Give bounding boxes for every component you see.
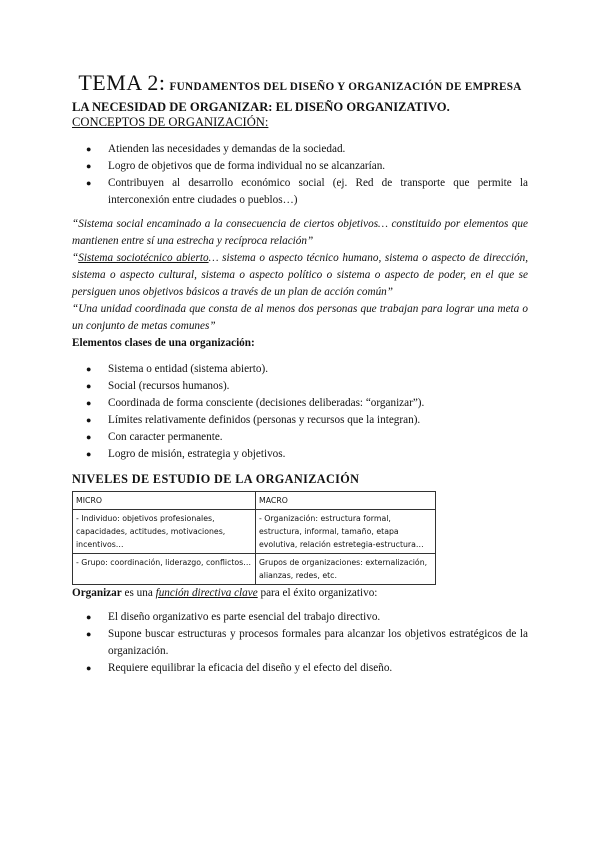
list-item: ● El diseño organizativo es parte esencial del trabajo directivo. xyxy=(72,609,528,626)
quote-2-rest: … sistema o aspecto técnico humano, sistema o aspecto de dirección, sistema o aspecto cultural, sistema o aspecto político o sistema o aspecto de poder, en el que se persiguen unos objetivos básicos a través de un plan de acción común” xyxy=(72,252,528,298)
quote-2-underlined: Sistema sociotécnico abierto xyxy=(78,252,209,264)
quote-3: “Una unidad coordinada que consta de al menos dos personas que trabajan para lograr una meta o un conjunto de metas comunes” xyxy=(72,303,528,332)
list-item: ● Requiere equilibrar la eficacia del diseño y el efecto del diseño. xyxy=(72,660,528,677)
table-row xyxy=(73,510,436,554)
page-title xyxy=(72,70,528,96)
table-header-macro: MACRO xyxy=(256,492,436,510)
section-heading: LA NECESIDAD DE ORGANIZAR: EL DISEÑO ORGANIZATIVO. xyxy=(72,100,450,114)
list-item: ● Coordinada de forma consciente (decisiones deliberadas: “organizar”). xyxy=(72,395,528,412)
title-main: TEMA 2: xyxy=(78,70,166,95)
table-cell: - Grupo: coordinación, liderazgo, conflictos… xyxy=(73,554,256,585)
table-row xyxy=(73,554,436,585)
title-sub: FUNDAMENTOS DEL DISEÑO Y ORGANIZACIÓN DE EMPRESA xyxy=(169,81,522,93)
organizar-paragraph xyxy=(72,585,528,602)
elements-list xyxy=(72,361,528,463)
elements-heading: Elementos clases de una organización: xyxy=(72,337,255,349)
list-item: ● Con caracter permanente. xyxy=(72,429,528,446)
quote-2-open: “ xyxy=(72,252,79,264)
list-item: ● Social (recursos humanos). xyxy=(72,378,528,395)
organizar-bold: Organizar xyxy=(72,587,122,599)
table-cell: - Organización: estructura formal, estructura, informal, tamaño, etapa evolutiva, relación estretegia-estructura… xyxy=(256,510,436,554)
list-item: ● Sistema o entidad (sistema abierto). xyxy=(72,361,528,378)
table-cell: Grupos de organizaciones: externalización, alianzas, redes, etc. xyxy=(256,554,436,585)
organizar-end: para el éxito organizativo: xyxy=(257,587,378,599)
list-item: ● Supone buscar estructuras y procesos formales para alcanzar los objetivos estratégicos de la organización. xyxy=(72,626,528,660)
levels-heading: NIVELES DE ESTUDIO DE LA ORGANIZACIÓN xyxy=(72,472,360,486)
document-page xyxy=(72,70,528,677)
concepts-heading: CONCEPTOS DE ORGANIZACIÓN: xyxy=(72,115,269,129)
table-header-row xyxy=(73,492,436,510)
concepts-list xyxy=(72,141,528,209)
quote-1: “Sistema social encaminado a la consecuencia de ciertos objetivos… constituido por elementos que mantienen entre sí una estrecha y recíproca relación” xyxy=(72,218,528,247)
list-item: ● Logro de objetivos que de forma individual no se alcanzarían. xyxy=(72,158,528,175)
organizar-italic: función directiva clave xyxy=(155,587,258,599)
table-cell: - Individuo: objetivos profesionales, capacidades, actitudes, motivaciones, incentivos… xyxy=(73,510,256,554)
list-item: ● Límites relativamente definidos (personas y recursos que la integran). xyxy=(72,412,528,429)
list-item: ● Contribuyen al desarrollo económico social (ej. Red de transporte que permite la interconexión entre ciudades o pueblos…) xyxy=(72,175,528,209)
levels-table xyxy=(72,491,436,585)
quote-2 xyxy=(72,250,528,301)
list-item: ● Atienden las necesidades y demandas de la sociedad. xyxy=(72,141,528,158)
table-header-micro: MICRO xyxy=(73,492,256,510)
organizar-mid: es una xyxy=(121,587,156,599)
organizar-list xyxy=(72,609,528,677)
list-item: ● Logro de misión, estrategia y objetivos. xyxy=(72,446,528,463)
